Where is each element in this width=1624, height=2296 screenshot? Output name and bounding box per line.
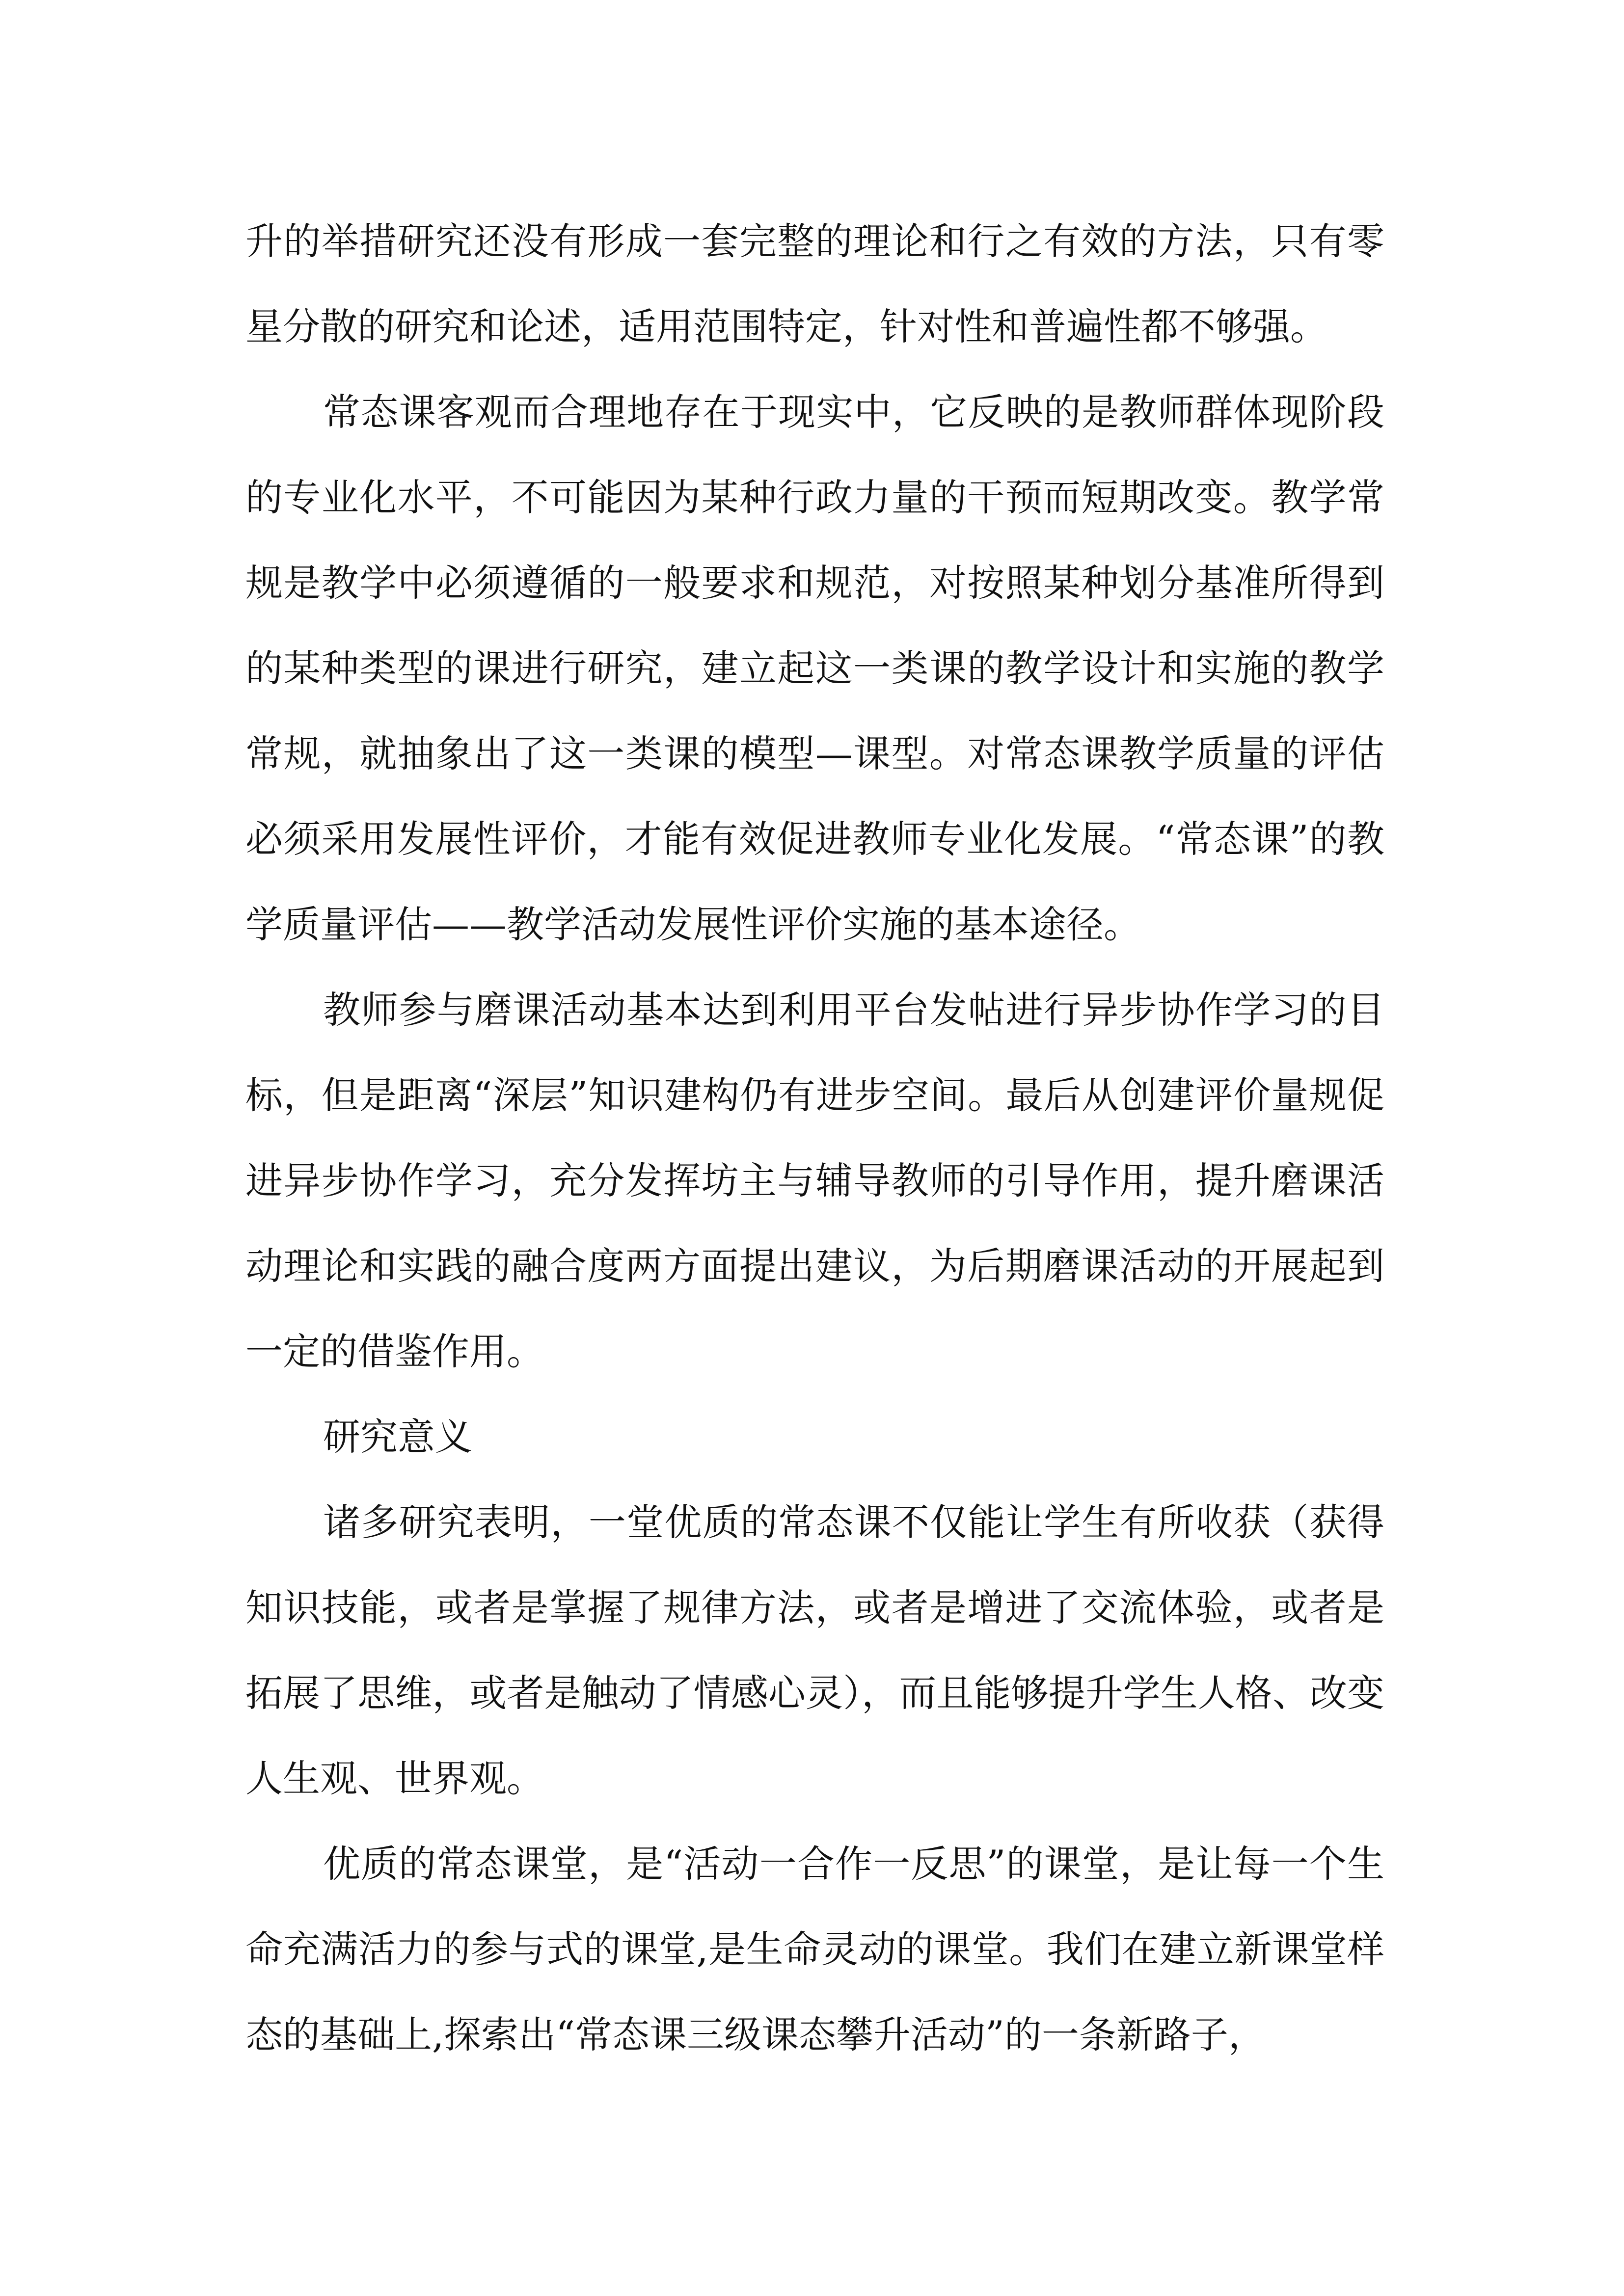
paragraph: 常态课客观而合理地存在于现实中，它反映的是教师群体现阶段的专业化水平，不可能因为某种行政力量的干预而短期改变。教学常规是教学中必须遵循的一般要求和规范，对按照某种划分基准所得到的某种类型的课进行研究，建立起这一类课的教学设计和实施的教学常规，就抽象出了这一类课的模型—课型。对常态课教学质量的评估必须采用发展性评价，才能有效促进教师专业化发展。“常态课”的教学质量评估——教学活动发展性评价实施的基本途径。 <box>245 390 1384 946</box>
paragraph: 优质的常态课堂，是“活动一合作一反思”的课堂，是让每一个生命充满活力的参与式的课堂,是生命灵动的课堂。我们在建立新课堂样态的基础上,探索出“常态课三级课态攀升活动”的一条新路子， <box>245 1842 1384 2056</box>
paragraph: 诸多研究表明，一堂优质的常态课不仅能让学生有所收获（获得知识技能，或者是掌握了规律方法，或者是增进了交流体验，或者是拓展了思维，或者是触动了情感心灵），而且能够提升学生人格、改变人生观、世界观。 <box>245 1500 1384 1800</box>
section-heading: 研究意义 <box>323 1415 472 1459</box>
document-body <box>245 199 1384 2078</box>
paragraph: 升的举措研究还没有形成一套完整的理论和行之有效的方法，只有零星分散的研究和论述，适用范围特定，针对性和普遍性都不够强。 <box>245 219 1384 348</box>
paragraph: 教师参与磨课活动基本达到利用平台发帖进行异步协作学习的目标，但是距离“深层”知识建构仍有进步空间。最后从创建评价量规促进异步协作学习，充分发挥坊主与辅导教师的引导作用，提升磨课活动理论和实践的融合度两方面提出建议，为后期磨课活动的开展起到一定的借鉴作用。 <box>245 988 1384 1373</box>
